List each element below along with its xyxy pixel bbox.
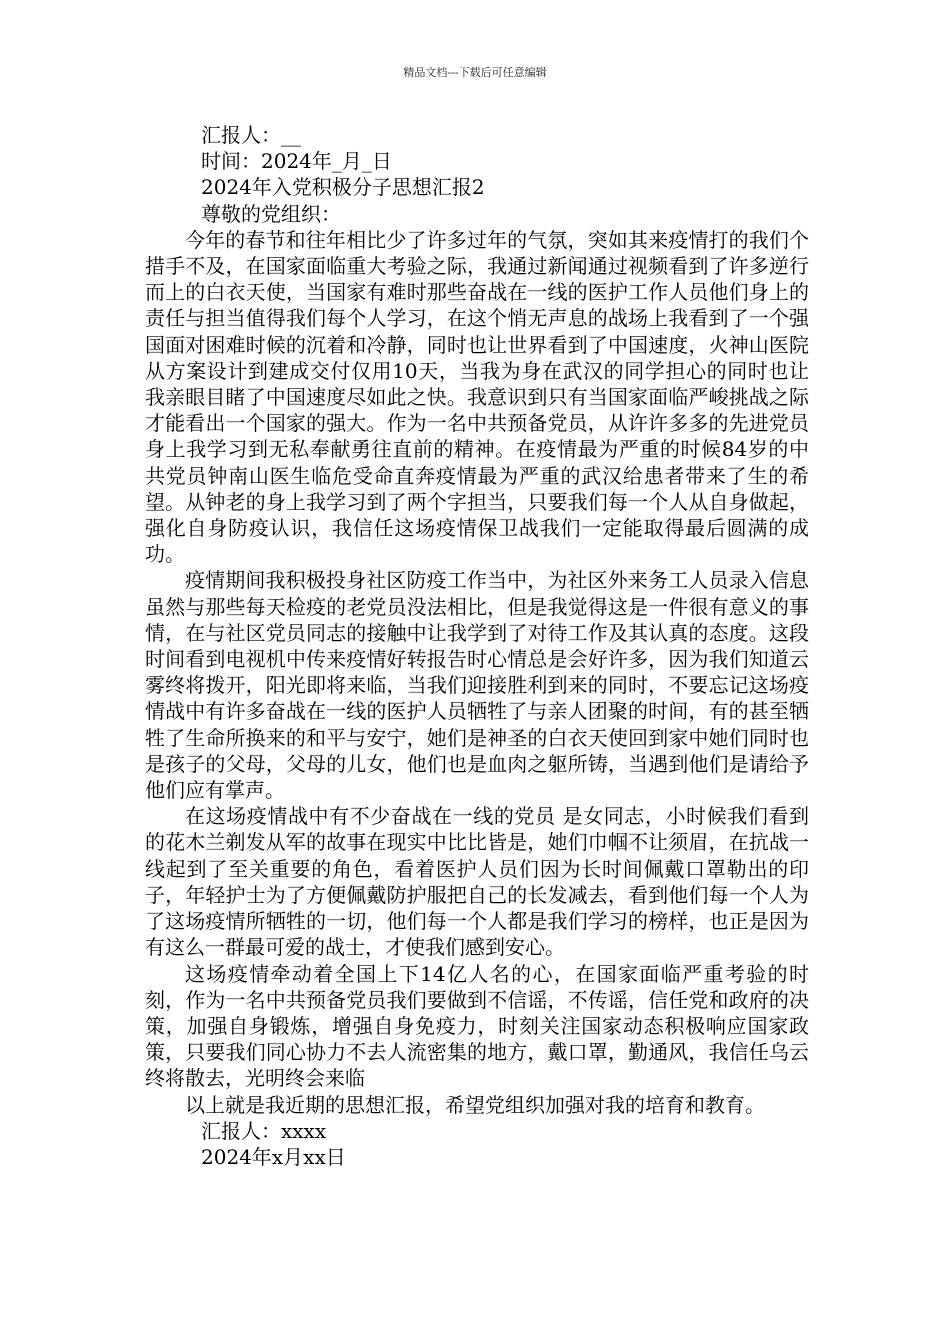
reporter-line-top: 汇报人：__ (201, 123, 301, 147)
paragraph-1: 今年的春节和往年相比少了许多过年的气氛，突如其来疫情打的我们个措手不及，在国家面临重大考验之际，我通过新闻通过视频看到了许多逆行而上的白衣天使，当国家有难时那些奋战在一线的医护工作人员他们身上的责任与担当值得我们每个人学习，在这个悄无声息的战场上我看到了一个强国面对困难时候的沉着和冷静，同时也让世界看到了中国速度，火神山医院从方案设计到建成交付仅用10天，当我为身在武汉的同学担心的同时也让我亲眼目睹了中国速度尽如此之快。我意识到只有当国家面临严峻挑战之际才能看出一个国家的强大。作为一名中共预备党员，从许许多多的先进党员身上我学习到无私奉献勇往直前的精神。在疫情最为严重的时候84岁的中共党员钟南山医生临危受命直奔疫情最为严重的武汉给患者带来了生的希望。从钟老的身上我学习到了两个字担当，只要我们每一个人从自身做起，强化自身防疫认识，我信任这场疫情保卫战我们一定能取得最后圆满的成功。 (145, 227, 809, 567)
date-line-bottom: 2024年x月xx日 (201, 1144, 346, 1169)
paragraph-4: 这场疫情牵动着全国上下14亿人名的心，在国家面临严重考验的时刻，作为一名中共预备党员我们要做到不信谣，不传谣，信任党和政府的决策，加强自身锻炼，增强自身免疫力，时刻关注国家动态积极响应国家政策，只要我们同心协力不去人流密集的地方，戴口罩，勤通风，我信任乌云终将散去，光明终会来临 (145, 961, 809, 1091)
paragraph-2: 疫情期间我积极投身社区防疫工作当中，为社区外来务工人员录入信息虽然与那些每天检疫的老党员没法相比，但是我觉得这是一件很有意义的事情，在与社区党员同志的接触中让我学到了对待工作及其认真的态度。这段时间看到电视机中传来疫情好转报告时心情总是会好许多，因为我们知道云雾终将拨开，阳光即将来临，当我们迎接胜利到来的同时，不要忘记这场疫情战中有许多奋战在一线的医护人员牺牲了与亲人团聚的时间，有的甚至牺牲了生命所换来的和平与安宁，她们是神圣的白衣天使回到家中她们同时也是孩子的父母，父母的儿女，他们也是血肉之躯所铸，当遇到他们是请给予他们应有掌声。 (145, 568, 809, 803)
reporter-line-bottom: 汇报人：xxxx (201, 1118, 327, 1143)
time-line: 时间：2024年_月_日 (201, 149, 392, 174)
salutation: 尊敬的党组织： (201, 201, 341, 226)
report-title: 2024年入党积极分子思想汇报2 (201, 175, 485, 200)
paragraph-5: 以上就是我近期的思想汇报，希望党组织加强对我的培育和教育。 (185, 1092, 765, 1117)
report-body (145, 122, 809, 1170)
page-header: 精品文档---下载后可任意编辑 (403, 66, 547, 79)
paragraph-3: 在这场疫情战中有不少奋战在一线的党员 是女同志，小时候我们看到的花木兰剃发从军的故事在现实中比比皆是，她们巾帼不让须眉，在抗战一线起到了至关重要的角色，看着医护人员们因为长时间佩戴口罩勒出的印子，年轻护士为了方便佩戴防护服把自己的长发减去，看到他们每一个人为了这场疫情所牺牲的一切，他们每一个人都是我们学习的榜样，也正是因为有这么一群最可爱的战士，才使我们感到安心。 (145, 804, 809, 960)
